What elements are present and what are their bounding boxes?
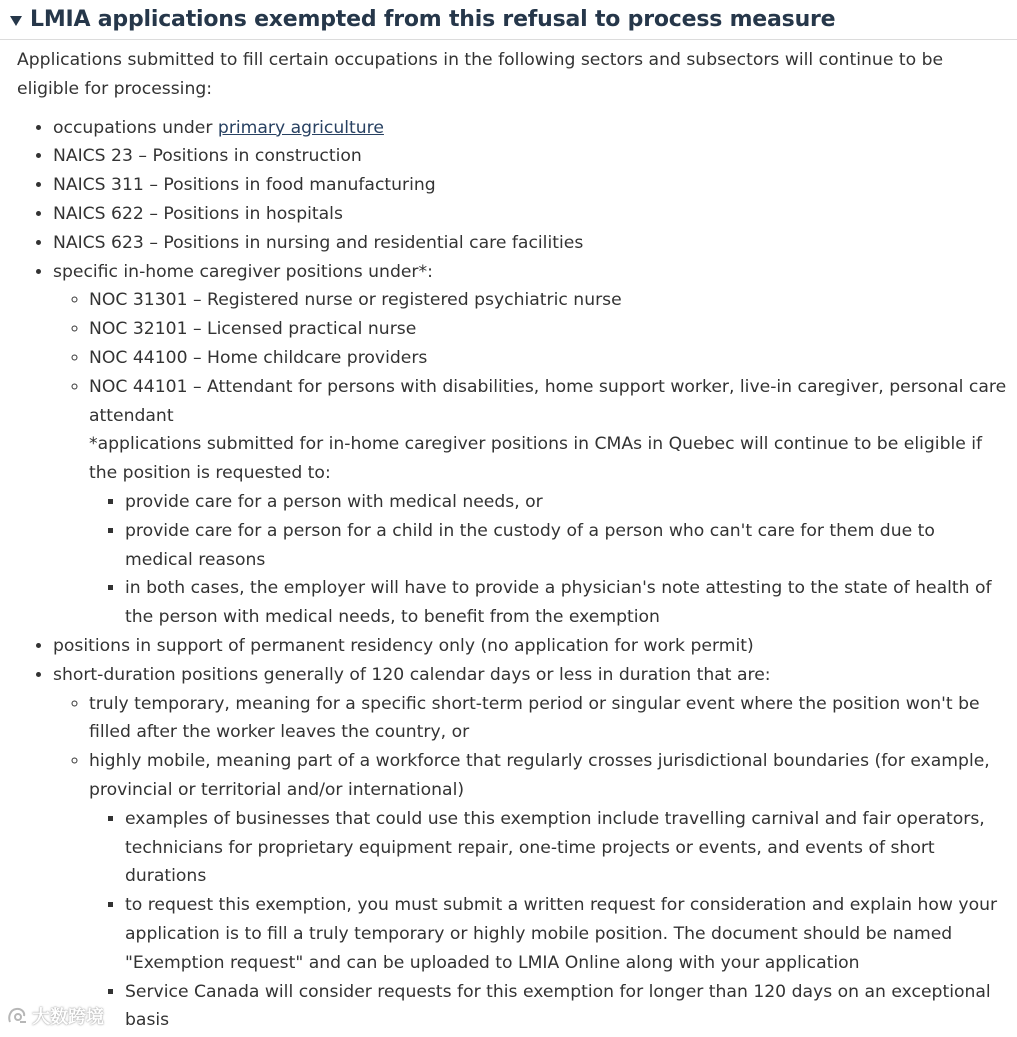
caret-down-icon [10,16,22,26]
highly-mobile-label: highly mobile, meaning part of a workforce that regularly crosses jurisdictional boundaries (for example, provincial or territorial and/or international) [89,751,990,800]
list-item-highly-mobile [89,747,1007,1035]
list-item-caregiver [53,258,1007,632]
watermark [6,1003,104,1029]
section-toggle[interactable] [0,0,1017,40]
list-item-truly-temporary: ◦ truly temporary, meaning for a specific short-term period or singular event where the position won't be filled after the worker leaves the country, or [89,690,1007,748]
list-item-service-canada: ▪ Service Canada will consider requests for this exemption for longer than 120 days on an exceptional basis [125,978,1007,1036]
list-item-agriculture [53,114,1007,143]
list-item-noc44100: ◦ NOC 44100 – Home childcare providers [89,344,1007,373]
list-item-short-duration [53,661,1007,1035]
list-item-care-medical: ▪ provide care for a person with medical needs, or [125,488,1007,517]
list-item-noc44101 [89,373,1007,632]
list-item-noc31301: ◦ NOC 31301 – Registered nurse or registered psychiatric nurse [89,286,1007,315]
list-item-care-note: ▪ in both cases, the employer will have to provide a physician's note attesting to the state of health of the person with medical needs, to benefit from the exemption [125,574,1007,632]
list-item-request: ▪ to request this exemption, you must submit a written request for consideration and explain how your application is to fill a truly temporary or highly mobile position. The document should be named "Exemption request" and can be uploaded to LMIA Online along with your application [125,891,1007,977]
watermark-logo-icon [6,1005,28,1027]
list-item-care-child: ▪ provide care for a person for a child in the custody of a person who can't care for them due to medical reasons [125,517,1007,575]
list-item-pr-only: • positions in support of permanent residency only (no application for work permit) [53,632,1007,661]
watermark-text: 大数跨境 [32,1007,104,1028]
section-title: LMIA applications exempted from this refusal to process measure [30,7,836,32]
list-item-noc32101: ◦ NOC 32101 – Licensed practical nurse [89,315,1007,344]
noc-list [53,286,1007,632]
exemption-list [17,114,1007,1036]
quebec-conditions-list [89,488,1007,632]
section-content [17,46,1007,1035]
list-item-naics622: • NAICS 622 – Positions in hospitals [53,200,1007,229]
list-item-naics23: • NAICS 23 – Positions in construction [53,142,1007,171]
highly-mobile-list [89,805,1007,1035]
quebec-note: *applications submitted for in-home caregiver positions in CMAs in Quebec will continue to be eligible if the position is requested to: [89,434,983,484]
list-item-examples: ▪ examples of businesses that could use this exemption include travelling carnival and fair operators, technicians for proprietary equipment repair, one-time projects or events, and events of short durations [125,805,1007,891]
short-duration-list [53,690,1007,1036]
noc44101-label: NOC 44101 – Attendant for persons with disabilities, home support worker, live-in caregiver, personal care attendant [89,376,1007,426]
short-duration-label: short-duration positions generally of 120 calendar days or less in duration that are: [53,664,771,685]
list-item-naics623: • NAICS 623 – Positions in nursing and residential care facilities [53,229,1007,258]
list-item-naics311: • NAICS 311 – Positions in food manufacturing [53,171,1007,200]
caregiver-label: specific in-home caregiver positions under*: [53,261,433,282]
intro-text: Applications submitted to fill certain occupations in the following sectors and subsectors will continue to be eligible for processing: [17,50,944,99]
primary-agriculture-link[interactable]: primary agriculture [217,117,384,138]
agriculture-prefix: occupations under [53,117,218,138]
